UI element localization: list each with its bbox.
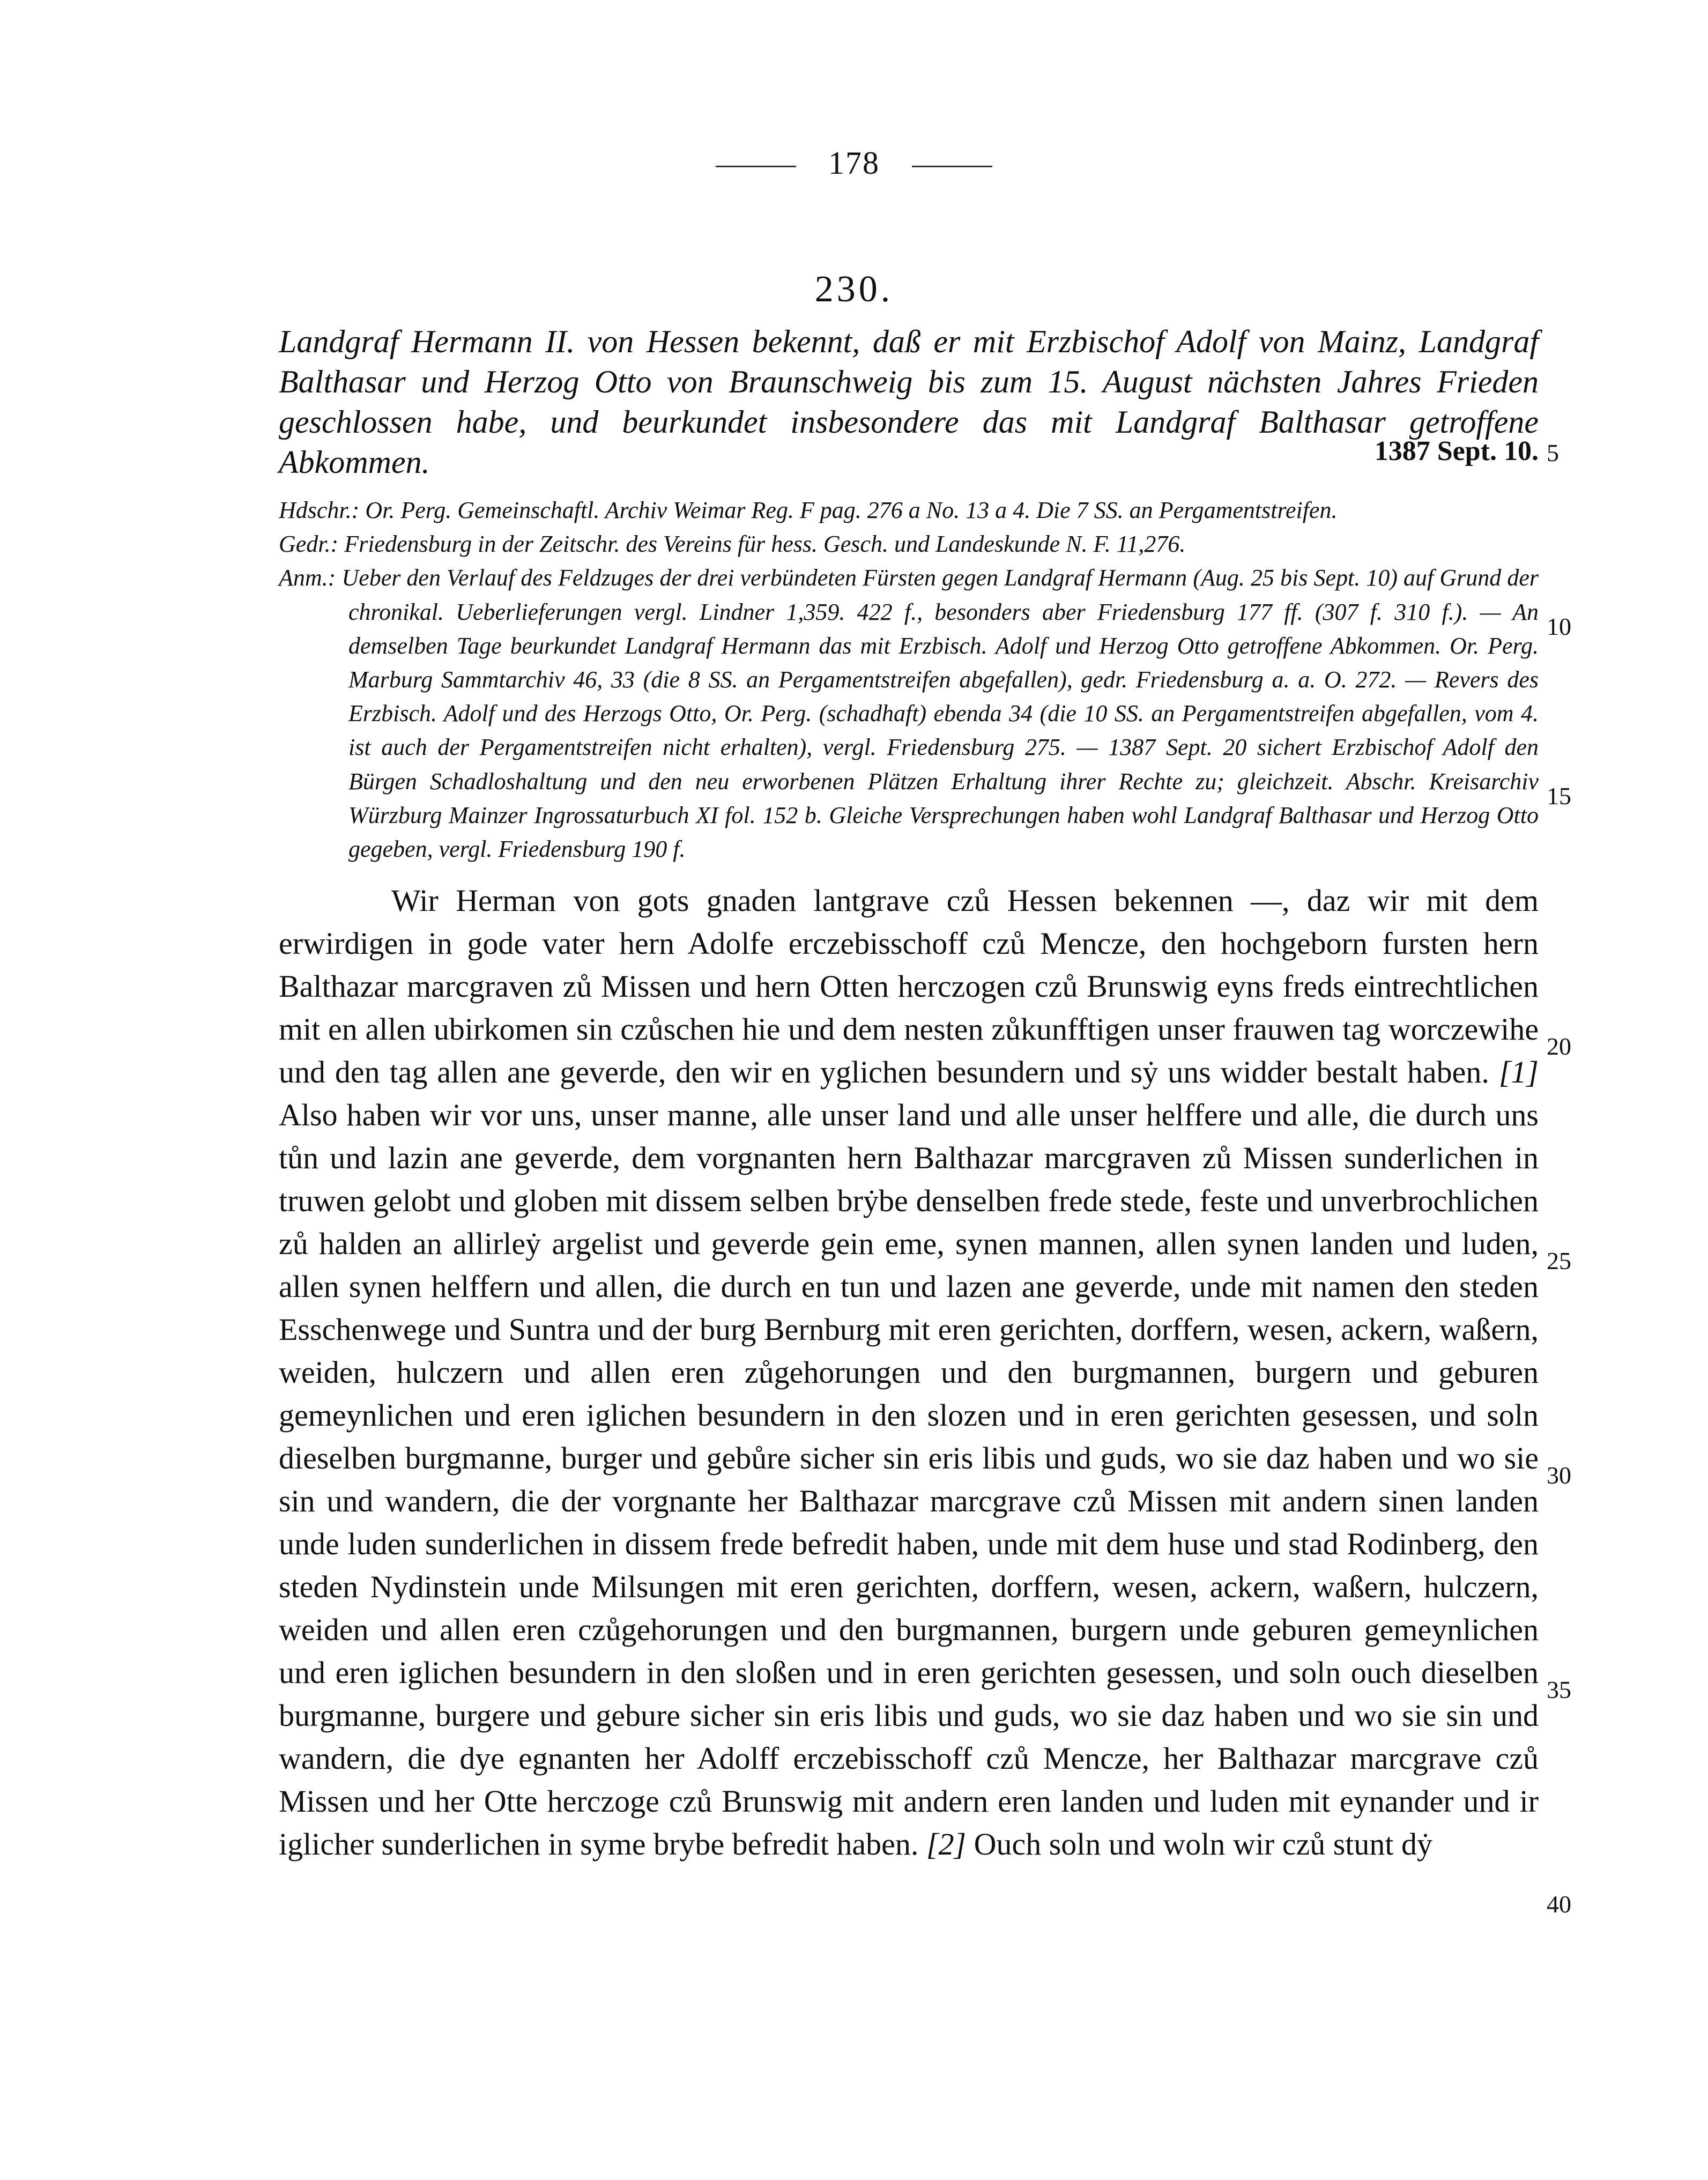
page-header [0,145,1708,182]
paragraph-marker-2: [2] [926,1827,967,1862]
line-number: 10 [1547,613,1571,640]
line-number: 40 [1547,1890,1571,1918]
header-rule-left [716,166,796,167]
line-number: 5 [1547,439,1559,466]
critical-apparatus [279,493,1539,866]
paragraph-marker-1: [1] [1498,1055,1539,1089]
apparatus-anm: Anm.: Ueber den Verlauf des Feldzuges der drei verbündeten Fürsten gegen Landgraf Hermann (Aug. 25 bis Sept. 10) auf Grund der chronikal. Ueberlieferungen vergl. Lindner 1,359. 422 f., besonders aber Friedensburg 177 ff. (307 f. 310 f.). — An demselben Tage beurkundet Landgraf Hermann das mit Erzbisch. Adolf und Herzog Otto getroffene Abkommen. Or. Perg. Marburg Sammtarchiv 46, 33 (die 8 SS. an Pergamentstreifen abgefallen), gedr. Friedensburg a. a. O. 272. — Revers des Erzbisch. Adolf und des Herzogs Otto, Or. Perg. (schadhaft) ebenda 34 (die 10 SS. an Pergamentstreifen abgefallen, vom 4. ist auch der Pergamentstreifen nicht erhalten), vergl. Friedensburg 275. — 1387 Sept. 20 sichert Erzbischof Adolf den Bürgen Schadloshaltung und den neu erworbenen Plätzen Erhaltung ihrer Rechte zu; gleichzeit. Abschr. Kreisarchiv Würzburg Mainzer Ingrossaturbuch XI fol. 152 b. Gleiche Versprechungen haben wohl Landgraf Balthasar und Herzog Otto gegeben, vergl. Friedensburg 190 f. [279,565,1539,863]
main-text [279,879,1539,1866]
main-text-part1: Wir Herman von gots gnaden lantgrave czů Hessen bekennen —, daz wir mit dem erwirdigen in gode vater hern Adolfe erczebisschoff czů Mencze, den hochgeborn fursten hern Balthazar marcgraven zů Missen und hern Otten herczogen czů Brunswig eyns freds eintrechtlichen mit en allen ubirkomen sin czůschen hie und dem nesten zůkunfftigen unser frauwen tag worczewihe und den tag allen ane geverde, den wir en yglichen besundern und sẏ uns widder bestalt haben. [279,883,1539,1089]
line-number: 30 [1547,1462,1571,1489]
summary-text: Landgraf Hermann II. von Hessen bekennt, daß er mit Erzbischof Adolf von Mainz, Landgraf Balthasar und Herzog Otto von Braunschweig bis zum 15. August nächsten Jahres Frieden geschlossen habe, und beurkundet insbesondere das mit Landgraf Balthasar getroffene Abkommen. [279,324,1539,480]
main-text-part3: Ouch soln und woln wir czů stunt dẏ [974,1827,1432,1862]
document-number: 230. [814,269,894,310]
page-number: 178 [828,145,880,181]
line-number: 35 [1547,1676,1571,1703]
line-number: 15 [1547,782,1571,810]
line-number: 25 [1547,1247,1571,1274]
header-rule-right [912,166,992,167]
apparatus-gedr: Gedr.: Friedensburg in der Zeitschr. des Vereins für hess. Gesch. und Landeskunde N. F. 11,276. [279,531,1186,558]
document-date: 1387 Sept. 10. [1374,436,1539,466]
main-text-part2: Also haben wir vor uns, unser manne, alle unser land und alle unser helffere und alle, die durch uns tůn und lazin ane geverde, dem vorgnanten hern Balthazar marcgraven zů Missen sunderlichen in truwen gelobt und globen mit dissem selben brẏbe denselben frede stede, feste und unverbrochlichen zů halden an allirleẏ argelist und geverde gein eme, synen mannen, allen synen landen und luden, allen synen helffern und allen, die durch en tun und lazen ane geverde, unde mit namen den steden Esschenwege und Suntra und der burg Bernburg mit eren gerichten, dorffern, wesen, ackern, waßern, weiden, hulczern und allen eren zůgehorungen und den burgmannen, burgern und geburen gemeynlichen und eren iglichen besundern in den slozen und in eren gerichten gesessen, und soln dieselben burgmanne, burger und gebůre sicher sin eris libis und guds, wo sie daz haben und wo sie sin und wandern, die der vorgnante her Balthazar marcgrave czů Missen mit andern sinen landen unde luden sunderlichen in dissem frede befredit haben, unde mit dem huse und stad Rodinberg, den steden Nydinstein unde Milsungen mit eren gerichten, dorffern, wesen, ackern, waßern, hulczern, weiden und allen eren czůgehorungen und den burgmannen, burgern unde geburen gemeynlichen und eren iglichen besundern in den sloßen und in eren gerichten gesessen, und soln ouch dieselben burgmanne, burgere und gebure sicher sin eris libis und guds, wo sie daz haben und wo sie sin und wandern, die dye egnanten her Adolff erczebisschoff czů Mencze, her Balthazar marcgrave czů Missen und her Otte herczoge czů Brunswig mit andern eren landen und luden mit eynander und ir iglicher sunderlichen in syme brybe befredit haben. [279,1098,1539,1862]
line-number: 20 [1547,1033,1571,1060]
apparatus-hdschr: Hdschr.: Or. Perg. Gemeinschaftl. Archiv Weimar Reg. F pag. 276 a No. 13 a 4. Die 7 SS. an Pergamentstreifen. [279,497,1338,523]
